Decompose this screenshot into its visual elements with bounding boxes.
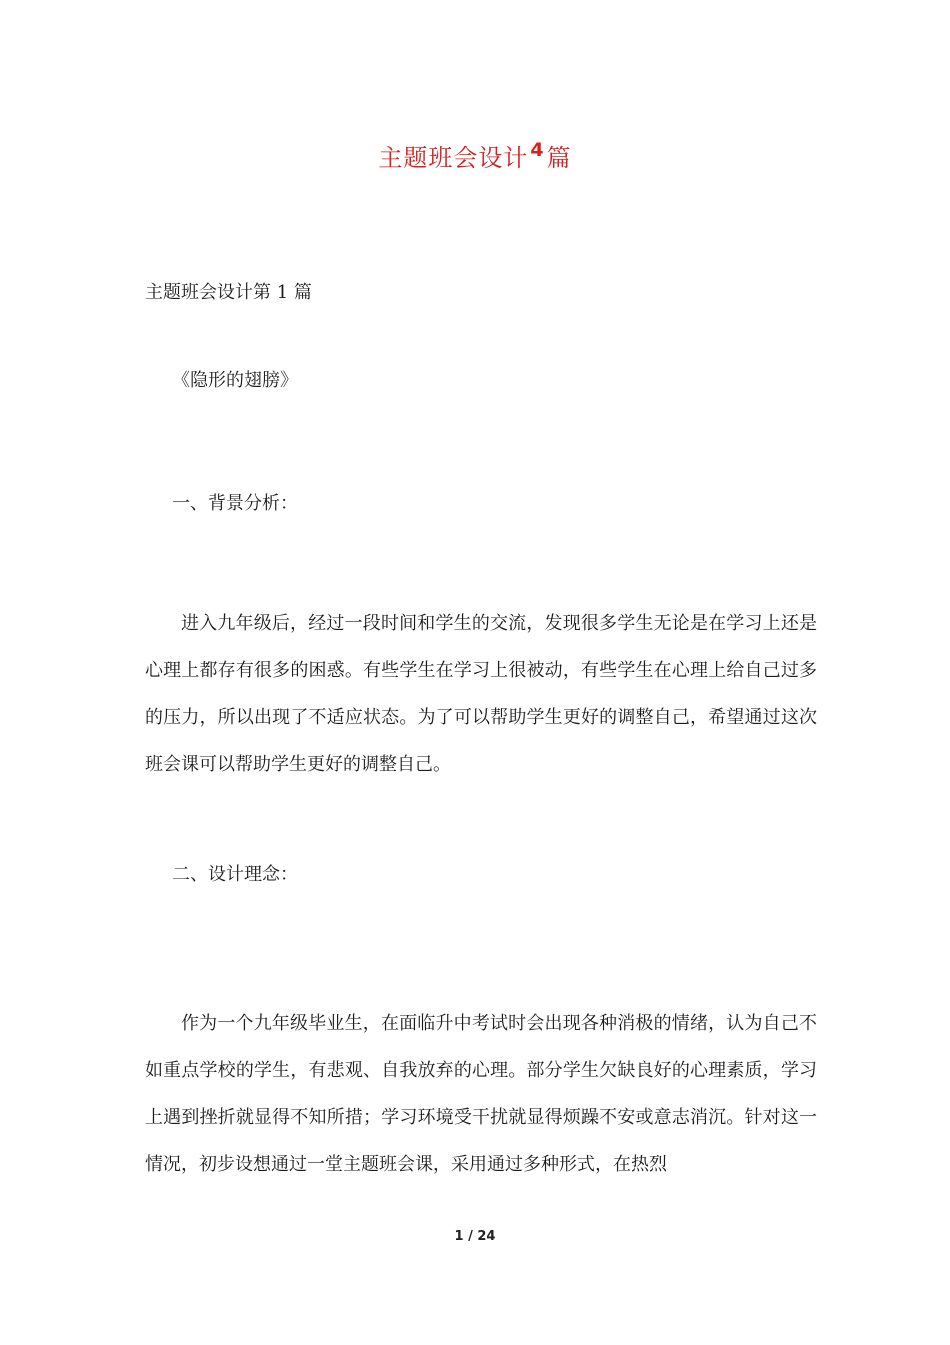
title-number: 4 [530,139,545,161]
section-1-paragraph: 进入九年级后，经过一段时间和学生的交流，发现很多学生无论是在学习上还是心理上都存有很多的困惑。有些学生在学习上很被动，有些学生在心理上给自己过多的压力，所以出现了不适应状态。为了可以帮助学生更好的调整自己，希望通过这次班会课可以帮助学生更好的调整自己。 [145,613,817,775]
document-title [0,138,950,173]
page-indicator: 1 / 24 [454,1229,496,1244]
section-2-paragraph: 作为一个九年级毕业生，在面临升中考试时会出现各种消极的情绪，认为自己不如重点学校的学生，有悲观、自我放弃的心理。部分学生欠缺良好的心理素质，学习上遇到挫折就显得不知所措；学习环境受干扰就显得烦躁不安或意志消沉。针对这一情况，初步设想通过一堂主题班会课，采用通过多种形式，在热烈 [145,1013,817,1175]
section-2-heading: 二、设计理念： [172,864,298,885]
section-1-heading: 一、背景分析： [172,493,298,514]
title-text-post: 篇 [546,144,572,172]
subtitle: 主题班会设计第 1 篇 [145,282,312,303]
title-text-pre: 主题班会设计 [378,144,529,172]
work-title: 《隐形的翅膀》 [172,370,298,391]
